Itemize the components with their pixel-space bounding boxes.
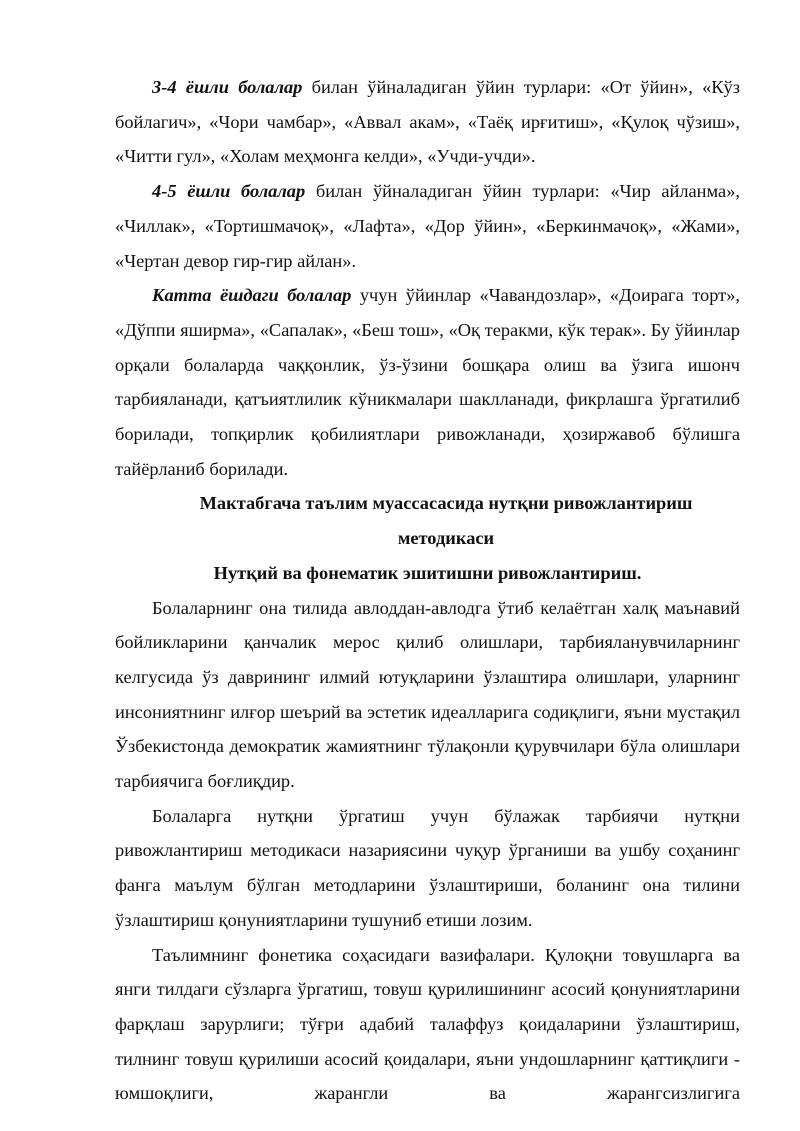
paragraph-text-older: учун ўйинлар «Чавандозлар», «Доирага торт», «Дўппи яширма», «Сапалак», «Беш тош», «Оқ теракми, кўк терак». Бу ўйинлар орқали болаларда чаққонлик, ўз-ўзини бошқара олиш ва ўзига ишонч тарбияланади, қатъиятлилик кўникмалари шаклланади, фикрлашга ўргатилиб борилади, топқирлик қобилиятлари ривожланади, ҳозиржавоб бўлишга тайёрланиб борилади.	[115, 285, 740, 479]
paragraph-games-4-5	[115, 174, 740, 278]
paragraph-lead-3-4: 3-4 ёшли болалар	[152, 77, 303, 97]
paragraph-text-3-4: билан ўйналадиган ўйин турлари: «От ўйин», «Кўз бойлагич», «Чори чамбар», «Аввал акам», «Таёқ ирғитиш», «Қулоқ чўзиш», «Читти гул», «Холам меҳмонга келди», «Учди-учди».	[115, 77, 740, 167]
document-page	[115, 70, 740, 1111]
paragraph-games-older	[115, 278, 740, 486]
paragraph-body-3: Таълимнинг фонетика соҳасидаги вазифалари. Қулоқни товушларга ва янги тилдаги сўзларга ўргатиш, товуш қурилишининг асосий қонуниятларини фарқлаш зарурлиги; тўғри адабий талаффуз қоидаларини ўзлаштириш, тилнинг товуш қурилиши асосий қоидалари, яъни ундошларнинг қаттиқлиги - юмшоқлиги, жарангли ва жарангсизлигига	[115, 944, 740, 1104]
paragraph-text-4-5: билан ўйналадиган ўйин турлари: «Чир айланма», «Чиллак», «Тортишмачоқ», «Лафта», «Дор ўйин», «Беркинмачоқ», «Жами», «Чертан девор гир-гир айлан».	[115, 181, 740, 271]
paragraph-lead-4-5: 4-5 ёшли болалар	[152, 181, 306, 202]
paragraph-body-2: Болаларга нутқни ўргатиш учун бўлажак тарбиячи нутқни ривожлантириш методикаси назариясини чуқур ўрганиши ва ушбу соҳанинг фанга маълум бўлган методларини ўзлаштириши, боланинг она тилини ўзлаштириш қонуниятларини тушуниб етиши лозим.	[115, 805, 740, 930]
paragraph-body-1: Болаларнинг она тилида авлоддан-авлодга ўтиб келаётган халқ маънавий бойликларини қанчалик мерос қилиб олишлари, тарбияланувчиларнинг келгусида ўз даврининг илмий ютуқларини ўзлаштира олишлари, уларнинг инсониятнинг илғор шеърий ва эстетик идеалларига содиқлиги, яъни мустақил Ўзбекистонда демократик жамиятнинг тўлақонли қурувчилари бўла олишлари тарбиячига боғлиқдир.	[115, 597, 740, 792]
section-heading: Мактабгача таълим муассасасида нутқни ривожлантириш методикаси	[199, 493, 693, 549]
paragraph-games-3-4	[115, 70, 740, 174]
paragraph-lead-older: Катта ёшдаги болалар	[152, 285, 352, 306]
subsection-heading: Нутқий ва фонематик эшитишни ривожлантириш.	[213, 562, 642, 583]
